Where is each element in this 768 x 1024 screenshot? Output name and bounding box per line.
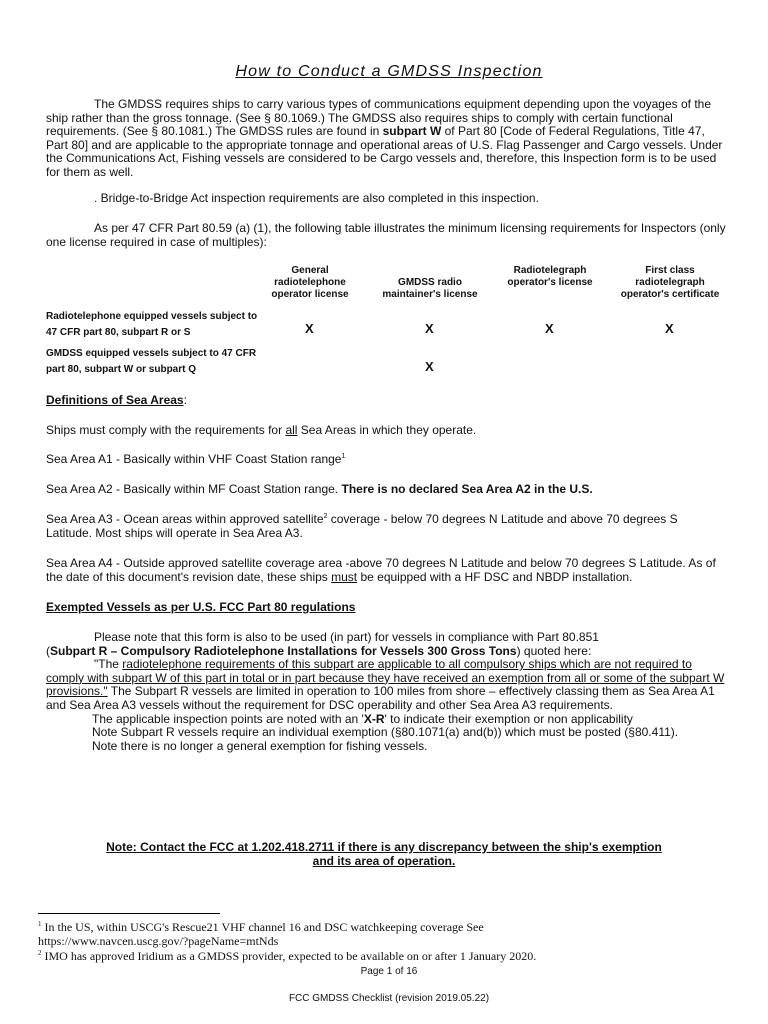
comply-text-b: Sea Areas in which they operate. [297,423,477,437]
note-xr-text-b: ' to indicate their exemption or non applicability [384,711,633,726]
fcc-contact-note-line-2: and its area of operation. [312,854,456,868]
intro-text-a: The GMDSS requires ships to carry various types of communications equipment depending upon the voyages of the ship rather than the gross tonnage. (See § 80.1069.) The GMDSS also requires ships to comply with certain functional requirements. (See § 80.1081.) The GMDSS rules are found in [46,97,711,139]
note-individual-exemption: Note Subpart R vessels require an individual exemption (§80.1071(a) and(b)) which must be posted (§80.411). [92,725,679,740]
sea-area-a4 [46,557,726,584]
bridge-paragraph [46,192,726,206]
sea-area-a3-text-b: coverage - below 70 degrees N Latitude and above 70 degrees S Latitude. Most ships will operate in Sea Area A3. [46,512,678,540]
row-label-radiotelephone-vessels: Radiotelephone equipped vessels subject to 47 CFR part 80, subpart R or S [46,311,258,338]
intro-text-b: of Part 80 [Code of Federal Regulations, Title 47, Part 80] and are applicable to the appropriate tonnage and operational areas of U.S. Flag Passenger and Cargo vessels. Under the Communications Act, Fishing vessels are considered to be Cargo vessels and, therefore, this Inspection form is to be used for them as well. [46,124,723,179]
fcc-contact-note-line-1: Note: Contact the FCC at 1.202.418.2711 if there is any discrepancy between the ship's exemption [106,840,662,854]
page-title: How to Conduct a GMDSS Inspection [235,63,543,80]
document-footer: FCC GMDSS Checklist (revision 2019.05.22) [288,993,490,1004]
comply-paragraph [46,424,726,438]
licensing-paragraph [46,222,726,249]
footnote-ref-2[interactable]: 2 [323,513,328,520]
subpart-r-bold: Subpart R – Compulsory Radiotelephone Installations for Vessels 300 Gross Tons [50,643,517,658]
note-xr [92,713,726,727]
open-paren: ( [46,643,50,658]
sea-area-a2-text: Sea Area A2 - Basically within MF Coast Station range. [46,482,342,496]
comply-all: all [285,423,298,437]
note-fishing-vessels: Note there is no longer a general exemption for fishing vessels. [92,738,428,753]
sea-area-a3-text-a: Sea Area A3 - Ocean areas within approved satellite [46,512,324,526]
exempted-notes [46,713,726,754]
footnote-2-text: IMO has approved Iridium as a GMDSS provider, expected to be available on or after 1 January 2020. [41,949,537,963]
quote-underlined: radiotelephone requirements of this subpart are applicable to all compulsory ships which are not required to comply with subpart W of this part in total or in part because they have received an exemption from all or some of the subpart W provisions." [46,657,725,699]
sea-area-a3 [46,513,726,540]
sea-area-a4-text-b: be equipped with a HF DSC and NBDP installation. [357,569,633,584]
intro-bold-subpart: subpart W [382,124,442,139]
intro-paragraph [46,98,726,180]
row-label-gmdss-vessels: GMDSS equipped vessels subject to 47 CFR part 80, subpart W or subpart Q [46,348,257,375]
exempted-paragraph [46,631,726,753]
sea-areas-colon: : [183,393,187,407]
footnote-1-link[interactable]: https://www.navcen.uscg.gov/?pageName=mtNds [38,933,279,948]
col-header-general-radiotelephone: General radiotelephone operator license [271,265,349,300]
quoted-here: ) quoted here: [516,643,592,658]
row1-col1-mark: X [305,321,314,336]
quote-open: "The [94,657,123,672]
fcc-contact-note [0,840,768,868]
row1-col4-mark: X [665,321,674,336]
col-header-radiotelegraph: Radiotelegraph operator's license [507,265,593,288]
row2-col2-mark: X [425,359,434,374]
col-header-first-class-radiotelegraph: First class radiotelegraph operator's certificate [620,265,720,300]
sea-areas-heading-text: Definitions of Sea Areas [46,393,184,407]
sea-area-a4-text-a: Sea Area A4 - Outside approved satellite coverage area -above 70 degrees N Latitude and below 70 degrees S Latitude. As of the date of this document's revision date, these ships [46,556,716,584]
exempted-line-2 [46,645,726,659]
licensing-text: As per 47 CFR Part 80.59 (a) (1), the following table illustrates the minimum licensing requirements for Inspectors (only one license required in case of multiples): [46,221,726,249]
bridge-text: . Bridge-to-Bridge Act inspection requirements are also completed in this inspection. [94,191,539,205]
col-header-gmdss-maintainer: GMDSS radio maintainer's license [382,277,478,300]
row1-col3-mark: X [545,321,554,336]
sea-area-a2 [46,483,726,497]
exempted-line-1 [46,631,726,645]
sea-area-a2-bold: There is no declared Sea Area A2 in the U.S. [341,482,593,496]
footnote-1-text: In the US, within USCG's Rescue21 VHF channel 16 and DSC watchkeeping coverage See [41,920,484,934]
footnote-1 [38,921,738,948]
page-number: Page 1 of 16 [360,966,418,977]
sea-areas-heading [46,394,726,408]
footnote-separator [38,913,220,914]
sea-area-a1-text: Sea Area A1 - Basically within VHF Coast Station range [46,452,342,466]
note-xr-text-a: The applicable inspection points are noted with an ' [92,711,364,726]
footnote-1-number: 1 [38,920,42,928]
footnote-2 [38,950,738,964]
exempted-p1-text: Please note that this form is also to be used (in part) for vessels in compliance with Part 80.851 [94,630,599,644]
footnote-ref-1[interactable]: 1 [341,453,346,460]
exempted-heading [46,601,726,615]
exempted-quote [46,658,726,712]
quote-continuation: The Subpart R vessels are limited in operation to 100 miles from shore – effectively classing them as Sea Area A1 and Sea Area A3 vessels without the requirement for DSC operability and other Sea Area A3 requirements. [46,684,715,712]
row1-col2-mark: X [425,321,434,336]
footnote-2-number: 2 [38,949,42,957]
comply-text-a: Ships must comply with the requirements for [46,423,286,437]
exempted-heading-text: Exempted Vessels as per U.S. FCC Part 80 regulations [46,600,356,614]
sea-area-a1 [46,453,726,467]
sea-area-a4-must: must [331,569,358,584]
note-xr-bold: X-R [363,711,385,726]
